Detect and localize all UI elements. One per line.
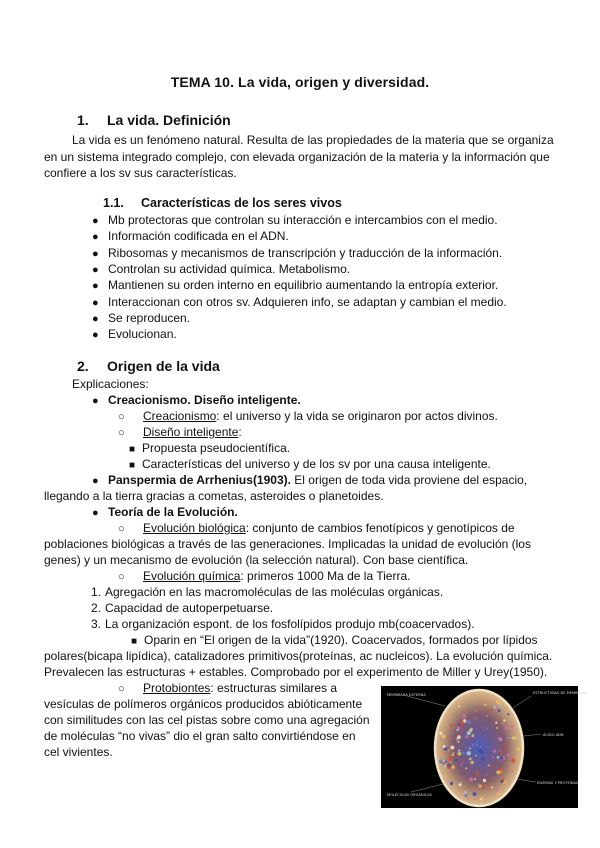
molecule-dot (490, 766, 493, 769)
molecule-dot (495, 707, 498, 710)
molecule-dot (477, 741, 479, 743)
molecule-dot (487, 784, 489, 786)
molecule-dot (443, 745, 446, 748)
panspermia-title: Panspermia de Arrhenius(1903). (108, 473, 291, 487)
subsection-title: Características de los seres vivos (141, 196, 342, 210)
explicaciones-label: Explicaciones: (72, 377, 149, 391)
molecule-dot (448, 750, 450, 752)
molecule-dot (480, 751, 484, 755)
protobiontes-item (118, 680, 337, 697)
molecule-dot (503, 719, 505, 721)
item-number: 3. (91, 617, 102, 631)
molecule-dot (458, 749, 460, 751)
molecule-dot (474, 778, 476, 780)
molecule-dot (451, 761, 452, 762)
molecule-dot (462, 752, 465, 755)
molecule-dot (439, 732, 442, 735)
molecule-dot (511, 724, 515, 728)
molecule-dot (464, 791, 467, 794)
molecule-dot (507, 713, 509, 715)
protobiontes-cont-2: con similitudes con las cel pistas sobre como una agregación (44, 713, 370, 727)
evolucion-item (92, 504, 238, 521)
bullet-marker: ● (92, 280, 99, 293)
characteristic-item (92, 245, 502, 262)
molecule-dot (453, 741, 455, 743)
molecule-dot (463, 764, 465, 766)
evolucion-biologica-term: Evolución biológica (143, 521, 246, 535)
molecule-dot (499, 703, 501, 705)
panspermia-item (92, 472, 527, 489)
molecule-dot (512, 771, 513, 772)
numbered-item-3 (91, 616, 475, 632)
molecule-dot (467, 798, 468, 799)
molecule-dot (461, 764, 462, 765)
molecule-dot (464, 794, 467, 797)
molecule-dot (469, 748, 471, 750)
section-2-heading (77, 358, 220, 374)
molecule-dot (479, 785, 482, 788)
molecule-dot (457, 735, 461, 739)
figure-label-enzimas: ENZIMAS Y PROTEÍNAS (537, 781, 579, 785)
evolucion-quimica (118, 568, 410, 585)
page-title: TEMA 10. La vida, origen y diversidad. (170, 74, 430, 90)
section-1-heading (77, 112, 231, 128)
molecule-dot (488, 764, 490, 766)
molecule-dot (444, 765, 447, 768)
molecule-dot (515, 737, 517, 739)
creacionismo-text: : el universo y la vida se originaron por actos divinos. (216, 409, 498, 423)
evolucion-quimica-text: : primeros 1000 Ma de la Tierra. (240, 569, 411, 583)
square-marker: ■ (131, 636, 138, 647)
subsection-number: 1.1. (103, 196, 124, 210)
molecule-dot (456, 729, 457, 730)
characteristic-item (92, 212, 498, 229)
molecule-dot (447, 765, 451, 769)
item-text: Agregación en las macromoléculas de las moléculas orgánicas. (105, 585, 444, 599)
molecule-dot (497, 793, 500, 796)
bullet-marker: ● (92, 507, 99, 519)
item-text: Capacidad de autoperpetuarse. (105, 601, 274, 615)
characteristic-item (92, 326, 177, 343)
molecule-dot (469, 758, 472, 761)
molecule-dot (487, 715, 488, 716)
molecule-dot (452, 754, 454, 756)
creacionismo-title: Creacionismo. Diseño inteligente. (108, 393, 301, 407)
molecule-dot (498, 749, 500, 751)
molecule-dot (482, 786, 485, 789)
molecule-dot (506, 747, 509, 750)
molecule-dot (500, 759, 502, 761)
section-number: 2. (77, 358, 89, 374)
molecule-dot (458, 724, 461, 727)
molecule-dot (469, 736, 470, 737)
molecule-dot (459, 783, 462, 786)
molecule-dot (493, 750, 496, 753)
diseno-colon: : (238, 425, 242, 439)
section-title: La vida. Definición (107, 112, 231, 128)
molecule-dot (478, 784, 479, 785)
molecule-dot (469, 777, 473, 781)
molecule-dot (458, 705, 460, 707)
molecule-dot (482, 756, 483, 757)
molecule-dot (483, 779, 486, 782)
molecule-dot (473, 787, 475, 789)
section-title: Origen de la vida (107, 358, 220, 374)
numbered-item-2 (91, 600, 273, 616)
characteristic-item (92, 261, 350, 278)
protobiont-illustration (381, 686, 588, 808)
molecule-dot (490, 708, 493, 711)
molecule-dot (487, 774, 488, 775)
oparin-cont-1: polares(bicapa lipídica), catalizadores primitivos(proteínas, ac nucleicos). La evolución química. (44, 649, 553, 663)
numbered-item-1 (91, 584, 443, 600)
molecule-dot (496, 727, 498, 729)
molecule-dot (498, 709, 501, 712)
diseno-subitem-text: Propuesta pseudocientífica. (142, 441, 291, 455)
molecule-dot (472, 744, 474, 746)
item-text: La organización espont. de los fosfolípidos produjo mb(coacervados). (105, 617, 475, 631)
molecule-dot (455, 759, 458, 762)
molecule-dot (495, 788, 498, 791)
characteristic-text: Mantienen su orden interno en equilibrio aumentando la entropía exterior. (108, 278, 499, 293)
molecule-dot (511, 758, 515, 762)
molecule-dot (517, 748, 520, 751)
molecule-dot (508, 737, 510, 739)
molecule-dot (465, 735, 468, 738)
characteristic-text: Mb protectoras que controlan su interacción e intercambios con el medio. (108, 213, 498, 227)
molecule-dot (467, 731, 471, 735)
bullet-marker: ● (92, 263, 99, 276)
protobiontes-cont-4: cel vivientes. (44, 745, 113, 759)
evolucion-biologica (118, 520, 515, 537)
evolucion-biologica-cont-1: poblaciones biológicas a través de las generaciones. Implicadas la unidad de evolución (los (44, 537, 531, 551)
panspermia-text: El origen de toda vida proviene del espacio, (290, 473, 528, 487)
protobiontes-cont-1: vesículas de polímeros orgánicos producidos abióticamente (44, 697, 363, 711)
diseno-inteligente-item (118, 424, 242, 441)
molecule-dot (445, 761, 447, 763)
molecule-dot (465, 767, 467, 769)
bullet-marker: ● (92, 247, 99, 260)
definition-paragraph: La vida es un fenómeno natural. Resulta de las propiedades de la materia que se organiza en un sistema integrado complejo, con elevada organización de la materia y la información que confiere a los sv sus características. (44, 133, 554, 180)
evolucion-biologica-cont-2: genes) y un mecanismo de evolución (la selección natural). Con base científica. (44, 553, 469, 567)
square-marker: ■ (129, 444, 136, 455)
molecule-dot (476, 744, 477, 745)
bullet-marker: ● (92, 312, 99, 325)
evolucion-title: Teoría de la Evolución. (108, 505, 238, 519)
molecule-dot (495, 722, 497, 724)
molecule-dot (440, 738, 441, 739)
molecule-dot (464, 773, 465, 774)
panspermia-text-cont: llegando a la tierra gracias a cometas, asteroides o planetoides. (44, 489, 384, 503)
characteristic-text: Interaccionan con otros sv. Adquieren info, se adaptan y cambian el medio. (108, 294, 507, 309)
protobiontes-text: : estructuras similares a (210, 681, 338, 695)
molecule-dot (458, 752, 462, 756)
item-number: 2. (91, 601, 102, 615)
molecule-dot (500, 750, 503, 753)
figure-label-membrana: MEMBRANA EXTERNA (387, 693, 426, 697)
molecule-dot (462, 714, 466, 718)
characteristic-text: Controlan su actividad química. Metabolismo. (108, 261, 351, 276)
creacionismo-item (92, 392, 301, 409)
molecule-dot (467, 751, 471, 755)
molecule-dot (493, 756, 495, 758)
molecule-dot (498, 737, 502, 741)
molecule-dot (496, 767, 498, 769)
molecule-dot (475, 710, 477, 712)
molecule-dot (500, 780, 503, 783)
molecule-dot (465, 781, 466, 782)
molecule-dot (502, 723, 503, 724)
protobiontes-cont-3: de moléculas “no vivas” dio el gran salto convirtiéndose en (44, 729, 356, 743)
figure-label-moleculas: MOLÉCULAS ORGÁNICAS (387, 793, 432, 797)
bullet-marker: ● (92, 296, 99, 309)
bullet-marker: ● (92, 329, 99, 342)
molecule-dot (505, 726, 509, 730)
circle-marker: ○ (118, 523, 125, 535)
molecule-dot (496, 700, 500, 704)
molecule-dot (462, 761, 464, 763)
circle-marker: ○ (118, 411, 125, 423)
molecule-dot (442, 762, 445, 765)
molecule-dot (484, 704, 486, 706)
molecule-dot (467, 721, 471, 725)
figure-label-estructuras: ESTRUCTURAS DE MEMBRANA (533, 691, 588, 695)
oparin-text: Oparin en “El origen de la vida”(1920). Coacervados, formados por lípidos (144, 633, 538, 647)
molecule-dot (473, 792, 477, 796)
molecule-dot (499, 768, 503, 772)
bullet-marker: ● (92, 475, 99, 487)
bullet-marker: ● (92, 395, 99, 407)
figure-label-adn: ÁCIDO ADN (543, 733, 564, 737)
characteristic-text: Se reproducen. (108, 310, 191, 325)
characteristic-item (92, 228, 289, 245)
molecule-dot (460, 721, 464, 725)
molecule-dot (457, 740, 459, 742)
diseno-subitem-text: Características del universo y de los sv por una causa inteligente. (142, 457, 491, 471)
molecule-dot (474, 799, 475, 800)
molecule-dot (500, 757, 502, 759)
molecule-dot (450, 733, 452, 735)
creacionismo-definition (118, 408, 498, 425)
creacionismo-term: Creacionismo (143, 409, 217, 423)
molecule-dot (475, 718, 476, 719)
molecule-dot (450, 724, 453, 727)
characteristic-text: Evolucionan. (108, 327, 177, 342)
bullet-marker: ● (92, 215, 99, 227)
molecule-dot (450, 746, 454, 750)
characteristic-text: Información codificada en el ADN. (108, 229, 289, 244)
diseno-term: Diseño inteligente (143, 425, 239, 439)
molecule-dot (480, 799, 482, 801)
molecule-dot (472, 734, 475, 737)
bullet-marker: ● (92, 231, 99, 244)
molecule-dot (471, 706, 473, 708)
item-number: 1. (91, 585, 102, 599)
molecule-dot (482, 728, 484, 730)
circle-marker: ○ (118, 571, 125, 583)
molecule-dot (470, 761, 473, 764)
characteristic-item (92, 294, 507, 311)
section-number: 1. (77, 112, 89, 128)
molecule-dot (442, 735, 446, 739)
molecule-dot (497, 756, 500, 759)
evolucion-quimica-term: Evolución química (143, 569, 241, 583)
molecule-dot (507, 754, 510, 757)
characteristic-item (92, 310, 190, 327)
characteristic-item (92, 277, 498, 294)
molecule-dot (459, 726, 460, 727)
evolucion-biologica-text: : conjunto de cambios fenotípicos y genotípicos de (245, 521, 515, 535)
characteristic-text: Ribosomas y mecanismos de transcripción y traducción de la información. (108, 245, 503, 260)
subsection-1-1-heading (103, 196, 342, 210)
protobiontes-term: Protobiontes (143, 681, 211, 695)
molecule-dot (475, 755, 476, 756)
molecule-dot (491, 786, 493, 788)
molecule-dot (452, 761, 453, 762)
circle-marker: ○ (118, 427, 125, 439)
molecule-dot (480, 746, 482, 748)
molecule-dot (486, 727, 488, 729)
molecule-dot (476, 772, 480, 776)
protobiont-figure (381, 686, 588, 808)
square-marker: ■ (129, 460, 136, 471)
molecule-dot (451, 765, 454, 768)
circle-marker: ○ (118, 683, 125, 695)
oparin-cont-2: Prevalecen las estructuras + estables. Comprobado por el experimento de Miller y Urey(1950). (44, 665, 548, 679)
molecule-dot (453, 752, 454, 753)
molecule-dot (448, 757, 452, 761)
